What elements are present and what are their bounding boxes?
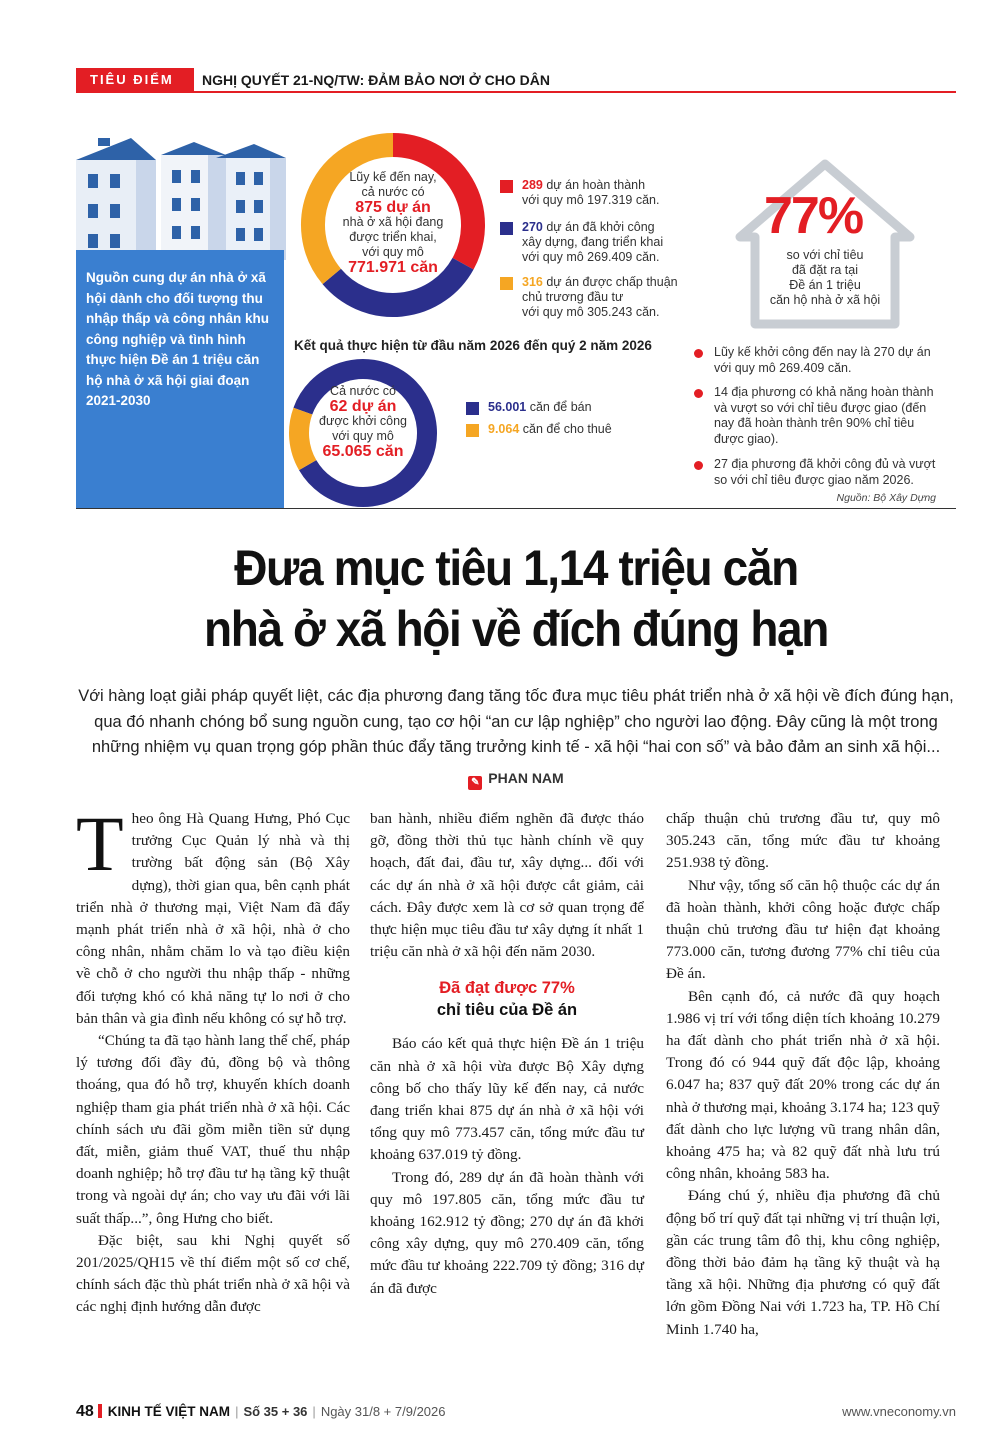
lede-line3: những nhiệm vụ quan trọng góp phần thúc đẩy tăng trưởng kinh tế - xã hội “hai con số” và bảo đảm an sinh xã hội... <box>91 738 941 756</box>
legend-completed-swatch <box>500 180 513 193</box>
bullet2-line1: 14 địa phương có khả năng hoàn thành <box>714 385 934 399</box>
paragraph: “Chúng ta đã tạo hành lang thể chế, pháp lý tương đối đầy đủ, đồng bộ và thông thoáng, qua đó hỗ trợ, khuyến khích doanh nghiệp tham gia phát triển nhà ở xã hội. Các chính sách ưu đãi gồm miễn tiền sử dụng đất, miễn, giảm thuế VAT, thuế thu nhập doanh nghiệp; hỗ trợ đầu tư hạ tầng kỹ thuật trong và ngoài dự án; cho vay ưu đãi với lãi suất thấp...”, ông Hưng cho biết. <box>76 1032 350 1227</box>
stat-started-num: 270 <box>522 220 543 234</box>
donut2-line1: Cả nước có <box>330 384 396 398</box>
stat-started <box>522 220 663 265</box>
legend-started-swatch <box>500 222 513 235</box>
article-column-2 <box>370 808 644 1300</box>
house-line1: so với chỉ tiêu <box>786 248 864 262</box>
bullet3-line1: 27 địa phương đã khởi công đủ và vượt <box>714 457 936 471</box>
bullet-item <box>714 345 931 376</box>
bullet-item <box>714 457 935 488</box>
paragraph: Báo cáo kết quả thực hiện Đề án 1 triệu căn nhà ở xã hội vừa được Bộ Xây dựng công bố cho thấy lũy kế đến nay, cả nước đang triển khai 875 dự án nhà ở xã hội với tổng quy mô 773.457 căn, tổng mức đầu tư khoảng 637.019 tỷ đồng. <box>370 1035 644 1164</box>
house-line3: Đề án 1 triệu <box>789 278 861 292</box>
section-tag: TIÊU ĐIỂM <box>76 68 194 92</box>
donut1-line4: được triển khai, <box>349 230 437 244</box>
donut1-line5: với quy mô <box>362 245 424 259</box>
bullet-dot <box>694 389 703 398</box>
bullet1-line1: Lũy kế khởi công đến nay là 270 dự án <box>714 345 931 359</box>
stat-completed <box>522 178 659 208</box>
house-line2: đã đặt ra tại <box>791 263 858 277</box>
donut1-label <box>320 170 466 275</box>
legend-sale-swatch <box>466 402 479 415</box>
dropcap: T <box>76 800 124 887</box>
stat-sale <box>488 400 592 414</box>
section-header <box>76 68 956 92</box>
stat-started-text2: xây dựng, đang triển khai <box>522 235 664 249</box>
house-caption <box>760 248 890 308</box>
infographic <box>76 130 956 508</box>
donut1-count: 875 dự án <box>355 199 431 216</box>
donut1-scale: 771.971 căn <box>348 259 438 276</box>
donut1-line3: nhà ở xã hội đang <box>342 215 444 229</box>
bullet3-line2: so với chỉ tiêu được giao năm 2026. <box>714 472 914 487</box>
donut2-line2: được khởi công <box>319 414 407 428</box>
paragraph: Như vậy, tổng số căn hộ thuộc các dự án đã hoàn thành, khởi công hoặc được chấp thuận chủ trương đầu tư hiện đạt khoảng 773.000 căn, tương đương 77% chỉ tiêu của Đề án. <box>666 876 940 983</box>
stat-approved <box>522 275 678 320</box>
headline-line2: nhà ở xã hội về đích đúng hạn <box>204 601 828 657</box>
bullet-dot <box>694 461 703 470</box>
website-link[interactable]: www.vneconomy.vn <box>842 1404 956 1419</box>
bullet1-line2: với quy mô 269.409 căn. <box>714 360 852 375</box>
article-column-1 <box>76 800 350 1319</box>
article-lede <box>76 684 956 761</box>
paragraph: Đặc biệt, sau khi Nghị quyết số 201/2025/QH15 về thí điểm một số cơ chế, chính sách đặc thù phát triển nhà ở xã hội và các nghị định hướng dẫn được <box>76 1231 350 1316</box>
infographic-divider <box>76 508 956 509</box>
donut1-line1: Lũy kế đến nay, <box>349 170 437 184</box>
donut1-line2: cả nước có <box>361 185 425 199</box>
stat-completed-scale: với quy mô 197.319 căn. <box>522 193 660 207</box>
bullet2-line3: nay đã hoàn thành trên 90% chỉ tiêu <box>714 416 915 430</box>
result-title: Kết quả thực hiện từ đầu năm 2026 đến quý 2 năm 2026 <box>294 338 652 353</box>
issue-number: Số 35 + 36 <box>243 1404 308 1419</box>
paragraph: Bên cạnh đó, cả nước đã quy hoạch 1.986 vị trí với tổng diện tích khoảng 10.279 ha đất dành cho phát triển nhà ở xã hội. Trong đó có 944 quỹ đất độc lập, khoảng 6.047 ha; 837 quỹ đất 20% trong các dự án nhà ở thương mại, khoảng 3.174 ha; 123 quỹ đất dành cho lực lượng vũ trang nhân dân, khoảng 475 ha; và 82 quỹ đất nhà lưu trú công nhân, khoảng 583 ha. <box>666 987 940 1183</box>
paragraph: Trong đó, 289 dự án đã hoàn thành với quy mô 197.805 căn, tổng mức đầu tư khoảng 162.912 tỷ đồng; 270 dự án đã khởi công xây dựng, quy mô 270.409 căn, tổng mức đầu tư khoảng 222.709 tỷ đồng; 316 dự án đã được <box>370 1168 644 1297</box>
header-divider <box>76 91 956 93</box>
legend-rent-swatch <box>466 424 479 437</box>
source-note: Nguồn: Bộ Xây Dựng <box>836 492 936 504</box>
stat-completed-num: 289 <box>522 178 543 192</box>
page-footer: 48 KINH TẾ VIỆT NAM | Số 35 + 36 | Ngày 31/8 + 7/9/2026 www.vneconomy.vn <box>76 1403 956 1420</box>
bullet-dot <box>694 349 703 358</box>
stat-rent-text: căn để cho thuê <box>519 422 612 436</box>
lede-line2: qua đó nhanh chóng bổ sung nguồn cung, tạo cơ hội “an cư lập nghiệp” cho người lao động. Đây cũng là một trong <box>94 712 938 731</box>
paragraph: Đáng chú ý, nhiều địa phương đã chủ động bố trí quỹ đất tại những vị trí thuận lợi, gần các trung tâm đô thị, khu công nghiệp, đồng thời bảo đảm hạ tầng kỹ thuật và hạ tầng xã hội. Những địa phương có quỹ đất lớn gồm Đồng Nai với 1.723 ha, TP. Hồ Chí Minh 1.740 ha, <box>666 1187 940 1338</box>
donut2-scale: 65.065 căn <box>322 443 404 460</box>
donut2-line3: với quy mô <box>332 429 394 443</box>
bullet2-line2: và vượt so với chỉ tiêu được giao (đến <box>714 400 927 415</box>
stat-rent <box>488 422 612 436</box>
stat-rent-num: 9.064 <box>488 422 520 436</box>
bullet2-line4: được giao). <box>714 431 779 446</box>
paragraph: chấp thuận chủ trương đầu tư, quy mô 305.243 căn, tổng mức đầu tư khoảng 251.938 tỷ đồng. <box>666 810 940 872</box>
intro-text: Nguồn cung dự án nhà ở xã hội dành cho đối tượng thu nhập thấp và công nhân khu công nghiệp và tình hình thực hiện Đề án 1 triệu căn hộ nhà ở xã hội giai đoạn 2021-2030 <box>86 270 270 408</box>
stat-started-scale: với quy mô 269.409 căn. <box>522 250 660 264</box>
footer-accent <box>98 1404 102 1418</box>
paragraph <box>76 800 350 1030</box>
stat-sale-text: căn để bán <box>526 400 592 414</box>
page-number: 48 <box>76 1403 94 1420</box>
donut2-count: 62 dự án <box>329 398 397 415</box>
magazine-name: KINH TẾ VIỆT NAM <box>107 1404 231 1419</box>
stat-approved-text2: chủ trương đầu tư <box>522 290 624 304</box>
pen-icon: ✎ <box>468 776 482 790</box>
donut2-label <box>300 384 426 459</box>
house-line4: căn hộ nhà ở xã hội <box>769 293 881 307</box>
headline-line1: Đưa mục tiêu 1,14 triệu căn <box>234 540 798 596</box>
house-percent: 77% <box>764 187 863 245</box>
article-headline <box>111 538 921 660</box>
stat-completed-text: dự án hoàn thành <box>542 178 646 192</box>
issue-date: Ngày 31/8 + 7/9/2026 <box>320 1404 446 1419</box>
stat-sale-num: 56.001 <box>488 400 527 414</box>
paragraph: ban hành, nhiều điểm nghẽn đã được tháo gỡ, đồng thời thủ tục hành chính về quy hoạch, đất đai, đầu tư, xây dựng... đối với các dự án nhà ở xã hội được cắt giảm, cải cách. Đây được xem là cơ sở quan trọng để thực hiện mục tiêu đầu tư xây dựng ít nhất 1 triệu căn nhà ở xã hội đến năm 2030. <box>370 810 644 961</box>
legend-approved-swatch <box>500 277 513 290</box>
lede-line1: Với hàng loạt giải pháp quyết liệt, các địa phương đang tăng tốc đưa mục tiêu phát triển nhà ở xã hội về đích đúng hạn, <box>78 687 954 705</box>
article-column-3 <box>666 808 940 1341</box>
stat-started-text: dự án đã khởi công <box>542 220 655 234</box>
subheading-line2: chỉ tiêu của Đề án <box>436 1001 578 1020</box>
subheading <box>370 977 644 1021</box>
stat-approved-num: 316 <box>522 275 543 289</box>
author-name: PHAN NAM <box>488 770 564 786</box>
buildings-illustration <box>76 130 286 260</box>
section-topic: NGHỊ QUYẾT 21-NQ/TW: ĐẢM BẢO NƠI Ở CHO DÂN <box>202 72 550 88</box>
byline <box>76 770 956 790</box>
bullet-item <box>714 385 934 447</box>
stat-approved-scale: với quy mô 305.243 căn. <box>522 305 660 319</box>
paragraph-text: heo ông Hà Quang Hưng, Phó Cục trưởng Cục Quản lý nhà và thị trường bất động sản (Bộ Xây dựng), thời gian qua, bên cạnh phát triển nhà ở thương mại, Việt Nam đã đẩy mạnh phát triển nhà ở xã hội, nhà ở cho công nhân, nhằm chăm lo và tạo điều kiện về chỗ ở cho người thu nhập thấp - những đối tượng khó có khả năng tự lo nơi ở cho bản thân và gia đình nếu không có sự hỗ trợ. <box>76 810 350 1027</box>
stat-approved-text: dự án được chấp thuận <box>542 275 678 289</box>
subheading-line1: Đã đạt được 77% <box>439 979 575 998</box>
